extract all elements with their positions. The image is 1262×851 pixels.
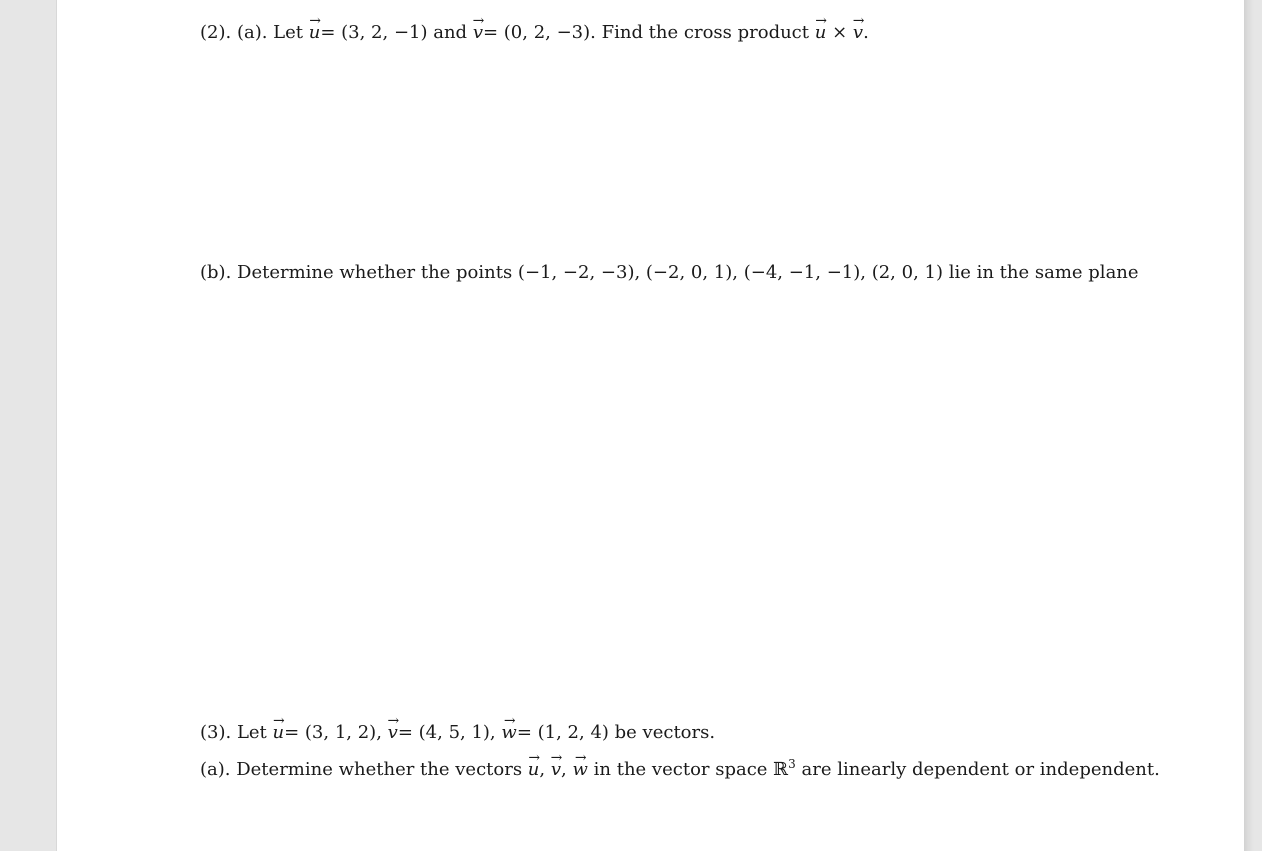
comma: , xyxy=(561,759,567,780)
cross-vector-v: → v xyxy=(853,21,863,45)
vector-u-value: = (3, 2, −1) and xyxy=(320,22,468,43)
vector-v: → v xyxy=(551,758,561,782)
vector-v: → v xyxy=(388,721,398,745)
vector-space-text: in the vector space ℝ xyxy=(593,759,789,780)
vector-u-value: = (3, 1, 2), xyxy=(284,722,382,743)
vector-u: → u xyxy=(528,758,540,782)
document-page xyxy=(57,0,1244,851)
problem-3a xyxy=(200,758,1160,782)
problem-2b-text: (b). Determine whether the points (−1, −2, −3), (−2, 0, 1), (−4, −1, −1), (2, 0, 1) lie in the same plane xyxy=(200,262,1139,283)
problem-3a-label: (a). Determine whether the vectors xyxy=(200,759,523,780)
cross-vector-u: → u xyxy=(815,21,827,45)
problem-3-intro xyxy=(200,721,715,745)
vector-w-value: = (1, 2, 4) be vectors. xyxy=(516,722,716,743)
problem-2b xyxy=(200,261,1139,285)
problem-2a-label: (2). (a). Let xyxy=(200,22,303,43)
viewer-scroll-gutter xyxy=(1244,0,1262,851)
vector-v-value: = (0, 2, −3). Find the cross product xyxy=(482,22,809,43)
problem-2a xyxy=(200,21,869,45)
cross-times: × xyxy=(832,22,848,43)
vector-w: → w xyxy=(501,721,516,745)
comma: , xyxy=(539,759,546,780)
vector-u: → u xyxy=(273,721,285,745)
problem-3a-tail: are linearly dependent or independent. xyxy=(801,759,1160,780)
vector-u: → u xyxy=(309,21,321,45)
vector-v: → v xyxy=(473,21,483,45)
dimension-exponent: 3 xyxy=(788,757,796,771)
problem-3-label: (3). Let xyxy=(200,722,267,743)
vector-v-value: = (4, 5, 1), xyxy=(397,722,496,743)
period: . xyxy=(863,22,869,43)
vector-w: → w xyxy=(573,758,588,782)
